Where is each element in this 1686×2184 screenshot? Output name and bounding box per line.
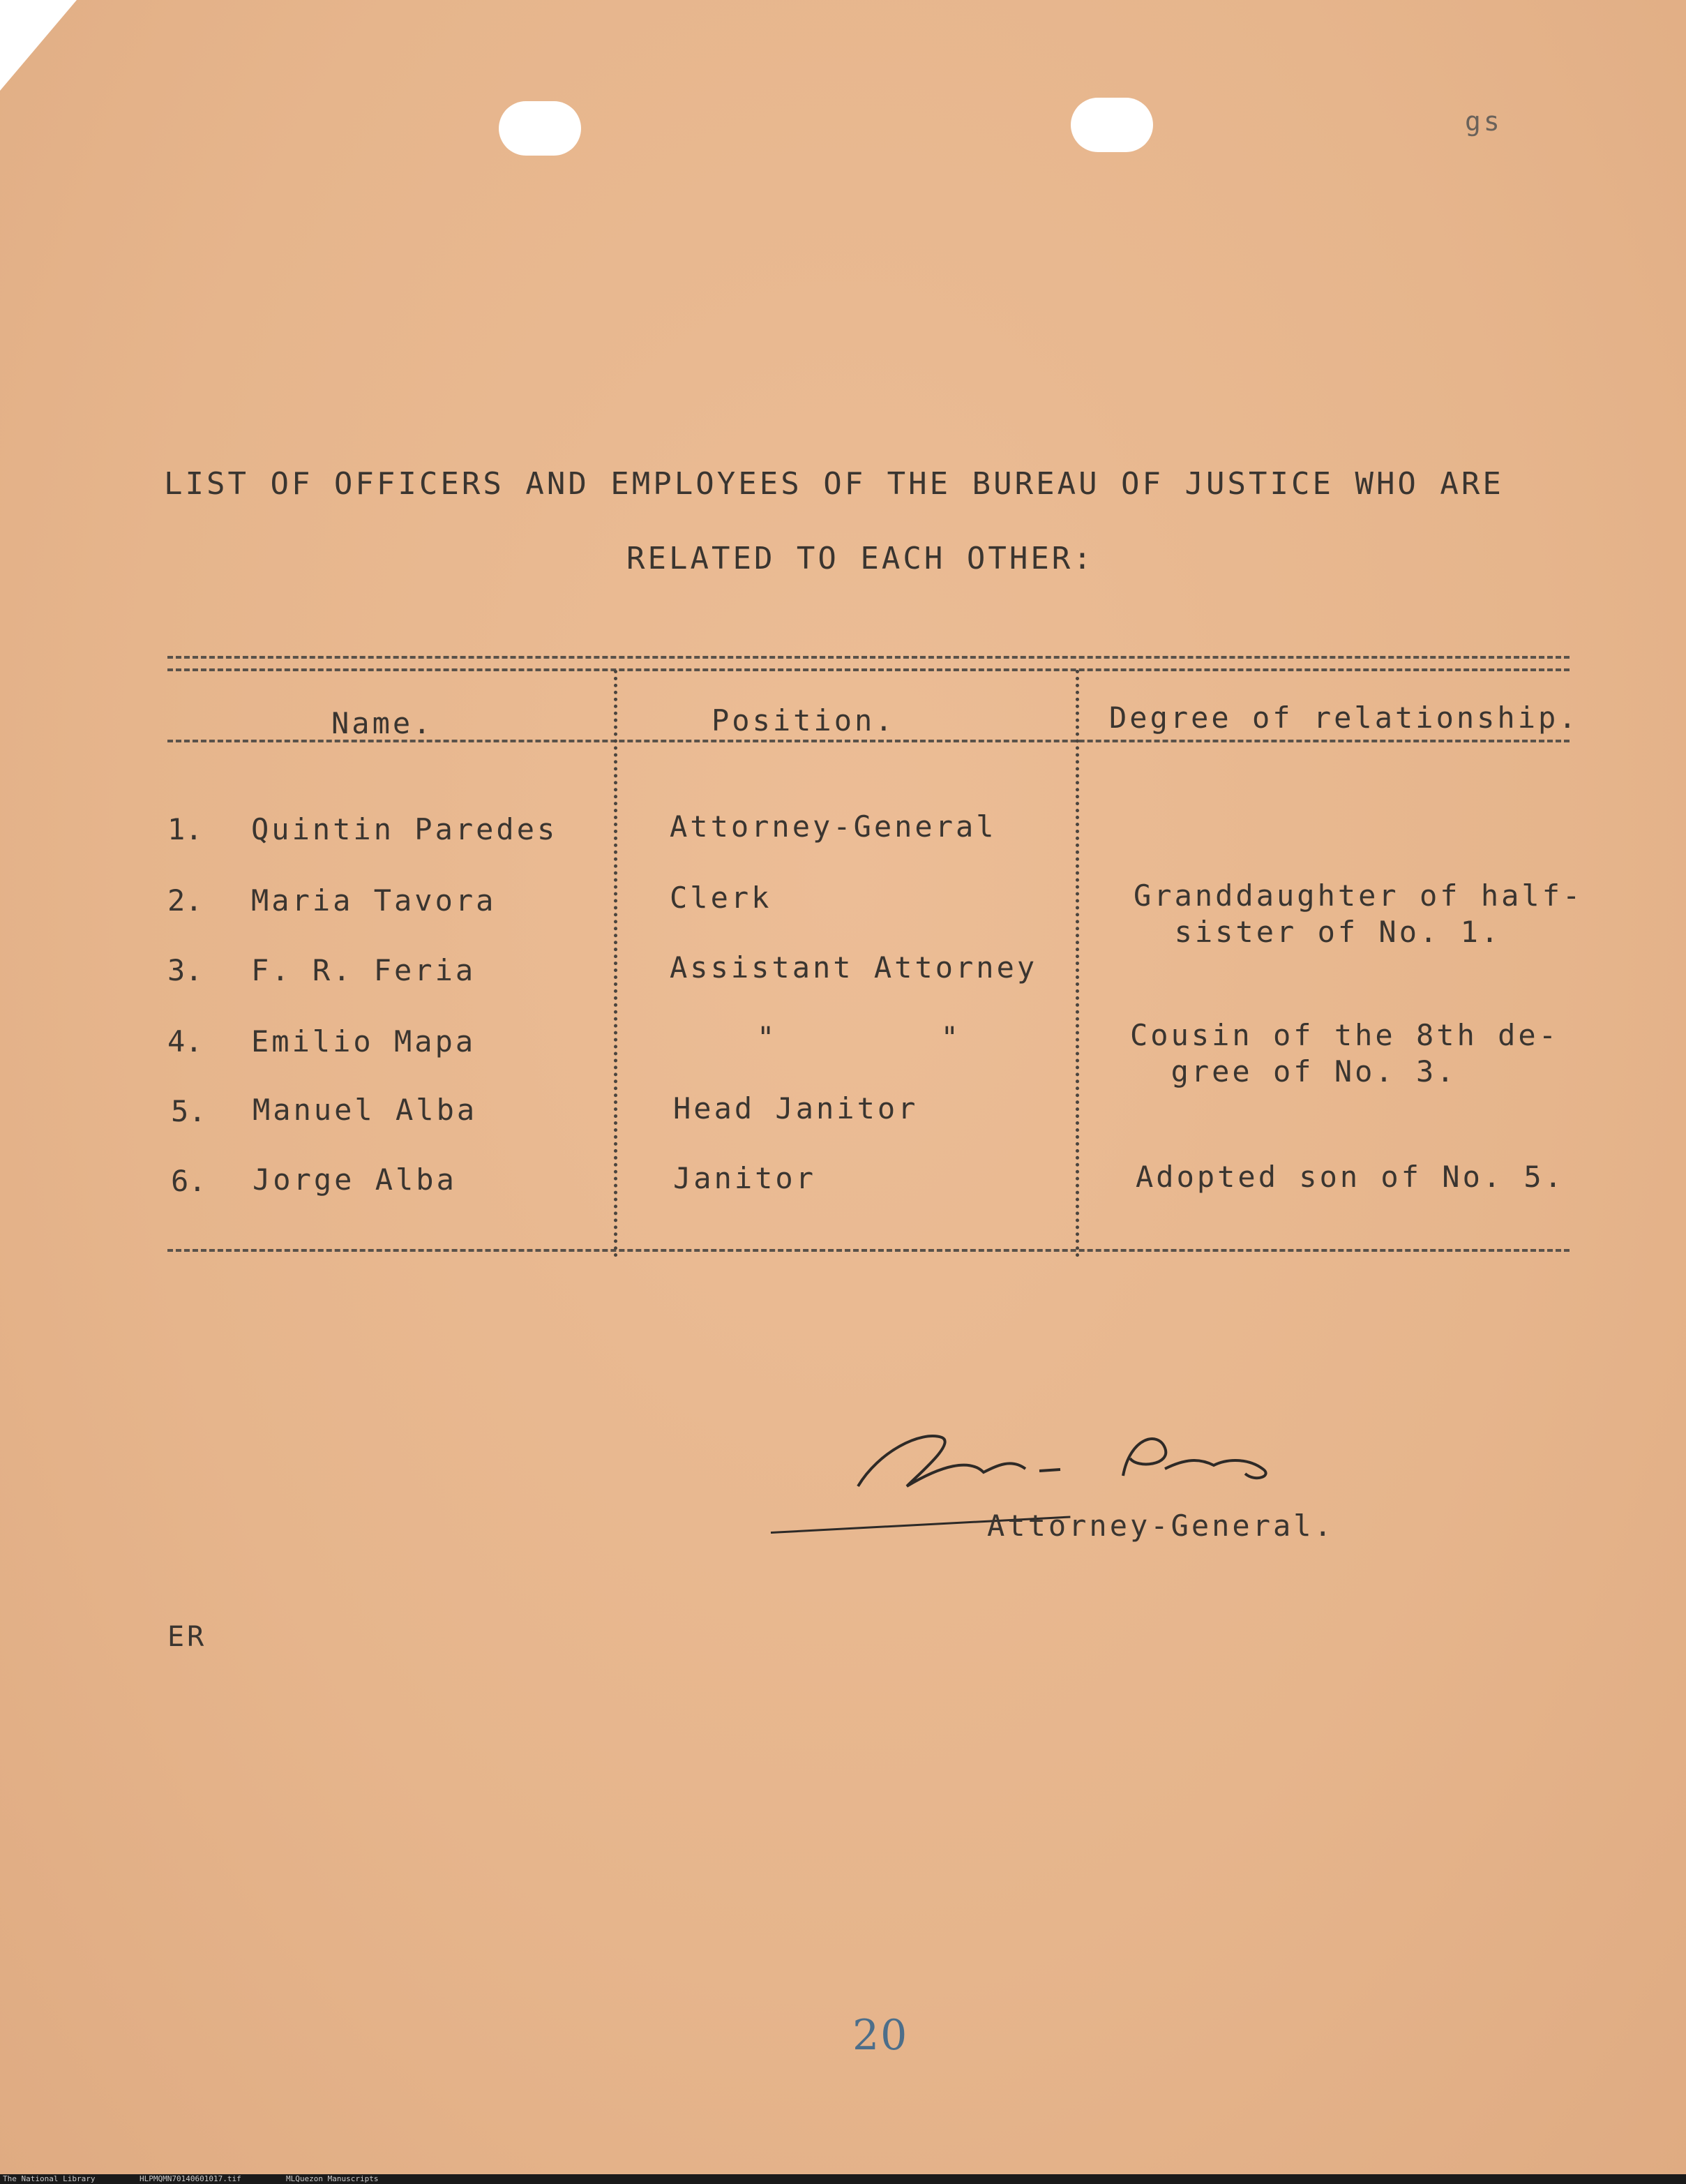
row-position: Attorney-General [670,809,997,844]
footer-collection: MLQuezon Manuscripts [286,2174,379,2183]
row-position: Clerk [670,881,772,915]
row-relationship: Cousin of the 8th de- gree of No. 3. [1130,1018,1560,1089]
punch-hole-left [499,101,581,156]
row-position: Head Janitor [673,1091,919,1125]
row-position: Janitor [673,1161,817,1195]
row-name: Maria Tavora [251,883,497,918]
title-line-2: RELATED TO EACH OTHER: [626,541,1094,576]
row-number: 5. [171,1094,206,1128]
row-name: F. R. Feria [251,953,476,987]
torn-corner [0,0,77,91]
row-position: " " [757,1020,961,1054]
row-name: Manuel Alba [253,1093,478,1127]
row-name: Jorge Alba [253,1162,457,1197]
row-position: Assistant Attorney [670,950,1038,985]
corner-initials: gs [1465,106,1503,137]
row-number: 2. [167,883,203,918]
row-number: 1. [167,812,203,846]
signature-title: Attorney-General. [987,1509,1334,1543]
footer-library: The National Library [3,2174,96,2183]
archive-footer [0,2174,1686,2184]
signature-image [837,1409,1297,1514]
punch-hole-right [1071,98,1153,152]
row-number: 6. [171,1164,206,1198]
column-separator-2 [1076,670,1079,1257]
header-name: Name. [331,706,434,740]
column-separator-1 [614,670,617,1257]
row-number: 3. [167,953,203,987]
table-top-rule [167,656,1570,671]
typist-initials: ER [167,1621,207,1653]
row-name: Emilio Mapa [251,1024,476,1059]
row-name: Quintin Paredes [251,812,558,846]
footer-file: HLPMQMN70140601017.tif [140,2174,241,2183]
header-position: Position. [712,703,896,738]
row-relationship: Granddaughter of half- sister of No. 1. [1134,878,1583,949]
table-bottom-rule [167,1249,1570,1252]
title-line-1: LIST OF OFFICERS AND EMPLOYEES OF THE BUREAU OF JUSTICE WHO ARE [164,466,1504,502]
row-number: 4. [167,1024,203,1059]
page-number: 20 [852,2011,909,2060]
row-relationship: Adopted son of No. 5. [1136,1160,1565,1194]
header-relationship: Degree of relationship. [1109,701,1579,735]
